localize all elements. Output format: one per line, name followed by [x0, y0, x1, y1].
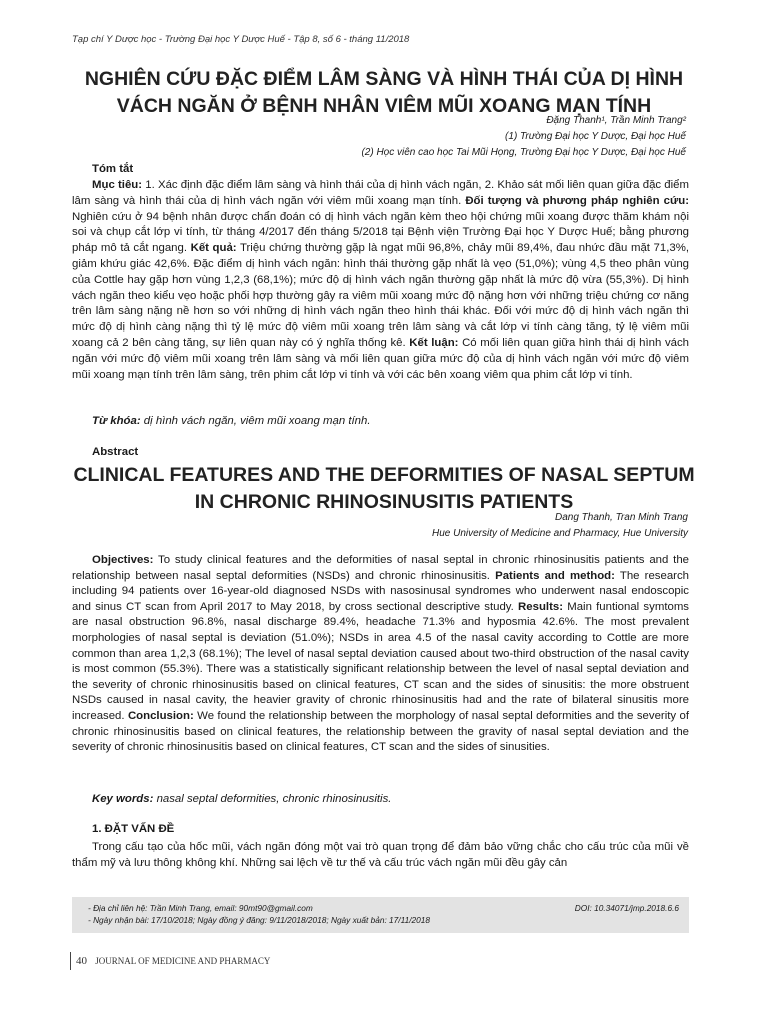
results-label: Kết quả:: [190, 242, 237, 255]
patients-method-label: Patients and method:: [495, 569, 615, 582]
vietnamese-keywords: [92, 414, 689, 430]
author-names: Đặng Thanh¹, Trần Minh Trang²: [546, 115, 686, 126]
methods-label: Đối tượng và phương pháp nghiên cứu:: [465, 194, 689, 207]
vietnamese-title-line-1: NGHIÊN CỨU ĐẶC ĐIỂM LÂM SÀNG VÀ HÌNH THÁI CỦA DỊ HÌNH: [84, 68, 684, 90]
english-title: [72, 462, 696, 516]
affiliation-1: (1) Trường Đại học Y Dược, Đại học Huế: [505, 131, 686, 142]
keywords-text: dị hình vách ngăn, viêm mũi xoang mạn tính.: [140, 415, 371, 427]
running-head: Tạp chí Y Dược học - Trường Đại học Y Dược Huế - Tập 8, số 6 - tháng 11/2018: [72, 34, 410, 45]
conclusion-label-en: Conclusion:: [127, 709, 194, 722]
methods-text: Nghiên cứu ở 94 bệnh nhân được chẩn đoán có dị hình vách ngăn kèm theo hội chứng mũi xoang được thăm khám nội soi và chụp cắt lớp vi tính, từ tháng 4/2017 đến tháng 5/2018 tại Bệnh viện Trường Đại học Y Dược Huế; bằng phương pháp mô tả cắt ngang.: [72, 210, 689, 255]
vietnamese-abstract-body: [72, 178, 689, 383]
vietnamese-title: [72, 66, 696, 120]
section-1-body: Trong cấu tạo của hốc mũi, vách ngăn đóng một vai trò quan trọng để đảm bảo vững chắc cho cấu trúc của mũi về thẩm mỹ và lưu thông không khí. Những sai lệch về tư thế và cấu trúc vách ngăn mũi đều gây cản: [72, 841, 689, 869]
english-title-line-2: IN CHRONIC RHINOSINUSITIS PATIENTS: [194, 491, 574, 513]
english-authors-block: [432, 510, 688, 542]
page-footer: [76, 955, 270, 967]
english-affiliation: Hue University of Medicine and Pharmacy, Hue University: [431, 528, 688, 539]
section-1-heading: 1. ĐẶT VẤN ĐỀ: [92, 823, 175, 835]
key-words-text: nasal septal deformities, chronic rhinosinusitis.: [153, 793, 392, 805]
objectives-text: To study clinical features and the deformities of nasal septal in chronic rhinosinusitis patients and the relationship between nasal septal deformities (NSDs) and chronic rhinosinusitis.: [72, 554, 689, 582]
objective-label: Mục tiêu:: [92, 179, 143, 191]
journal-name: JOURNAL OF MEDICINE AND PHARMACY: [95, 956, 271, 966]
objective-text: 1. Xác định đặc điểm lâm sàng và hình thái của dị hình vách ngăn, 2. Khảo sát mối liên quan giữa đặc điểm lâm sàng và hình thái của dị hình vách ngăn với viêm mũi xoang mạn tính.: [72, 179, 689, 207]
english-abstract-body: [72, 553, 689, 756]
doi-line: DOI: 10.34071/jmp.2018.6.6: [574, 903, 679, 913]
vietnamese-title-line-2: VÁCH NGĂN Ở BỆNH NHÂN VIÊM MŨI XOANG MẠN TÍNH: [116, 95, 652, 117]
patients-method-text: The research including 94 patients over 16-year-old diagnosed NSDs with nasosinusal syndromes who underwent nasal endoscopic and sinus CT scan from April 2017 to May 2018, by cross sectional descriptive study.: [72, 569, 689, 613]
english-keywords: [92, 792, 689, 808]
dates-line: - Ngày nhận bài: 17/10/2018; Ngày đồng ý đăng: 9/11/2018/2018; Ngày xuất bản: 17/11/2018: [88, 915, 430, 925]
vietnamese-abstract-heading: Tóm tắt: [92, 163, 134, 175]
objectives-label: Objectives:: [92, 554, 154, 566]
english-abstract-label: Abstract: [92, 446, 139, 458]
vietnamese-authors-block: [361, 113, 686, 161]
results-text-en: Main funtional symtoms are nasal obstruction 96.8%, nasal discharge 89.4%, headache 71.3% and hyposmia 42.6%. The most prevalent morphologies of nasal septal is deviation (51.0%); NSDs in area 4.5 of the nasal cavity according to Cottle are more common than area 1,2,3 (68.1%); The level of nasal septal deviation caused about two-third obstruction of the nasal cavity is most common (55.3%). There was a statistically significant relationship between the level of nasal septal deviation and the severity of chronic rhinosinusitis based on clinical features, CT scan and the sides of sinusitis: the more obstruent NSDs caused in nasal cavity, the heavier gravity of chronic rhinosinusitis had and the rate of bilateral sinusitis more increased.: [72, 600, 689, 722]
key-words-label: Key words:: [92, 793, 154, 805]
conclusion-text: Có mối liên quan giữa hình thái dị hình vách ngăn với mức độ viêm mũi xoang trên lâm sàng và mối liên quan giữa mức độ của dị hình vách ngăn với mức độ viêm mũi xoang mạn tính trên lâm sàng, trên phim cắt lớp vi tính và với các bên xoang viêm qua phim cắt lớp vi tính.: [72, 336, 690, 381]
footer-divider: [70, 952, 71, 970]
results-label-en: Results:: [518, 600, 563, 613]
contact-line: - Địa chỉ liên hệ: Trần Minh Trang, email: 90mt90@gmail.com: [88, 903, 313, 913]
conclusion-label: Kết luận:: [409, 336, 459, 349]
english-author-names: Dang Thanh, Tran Minh Trang: [554, 512, 688, 523]
english-title-line-1: CLINICAL FEATURES AND THE DEFORMITIES OF NASAL SEPTUM: [73, 464, 695, 486]
affiliation-2: (2) Học viên cao học Tai Mũi Họng, Trường Đại học Y Dược, Đại học Huế: [361, 147, 686, 158]
keywords-label: Từ khóa:: [92, 415, 141, 427]
conclusion-text-en: We found the relationship between the morphology of nasal septal deformities and the severity of chronic rhinosinusitis based on clinical features, the relationship between the gravity of nasal septal deviation and the severity of chronic rhinosinusitis based on clinical features, CT scan and the sides of sinusities.: [72, 709, 689, 754]
results-text: Triệu chứng thường gặp là ngạt mũi 96,8%, chảy mũi 89,4%, đau nhức đầu mặt 71,3%, giảm khứu giác 42,6%. Đặc điểm dị hình vách ngăn: hình thái thường gặp nhất là vẹo (51,0%); vùng 4,5 theo phân vùng của Cottle hay gặp hơn vùng 1,2,3 (68,1%); mức độ dị hình vách ngăn thường gặp nhất là mức độ vừa (55,3%). Dị hình vách ngăn theo kiểu vẹo hoặc phối hợp thường gây ra viêm mũi xoang mức độ nặng hơn với những triệu chứng cơ năng trên lâm sàng nặng nề hơn so với những dị hình vách ngăn theo hình thái khác. Đối với mức độ dị hình vách ngăn thì mức độ dị hình càng nặng thì tỷ lệ mức độ viêm mũi xoang trên lâm sàng và cắt lớp vi tính càng tăng, tỷ lệ viêm mũi xoang cả 2 bên càng tăng, sự liên quan này có ý nghĩa thống kê.: [72, 242, 689, 349]
correspondence-footnote: [72, 897, 689, 933]
page-number: 40: [76, 955, 87, 967]
